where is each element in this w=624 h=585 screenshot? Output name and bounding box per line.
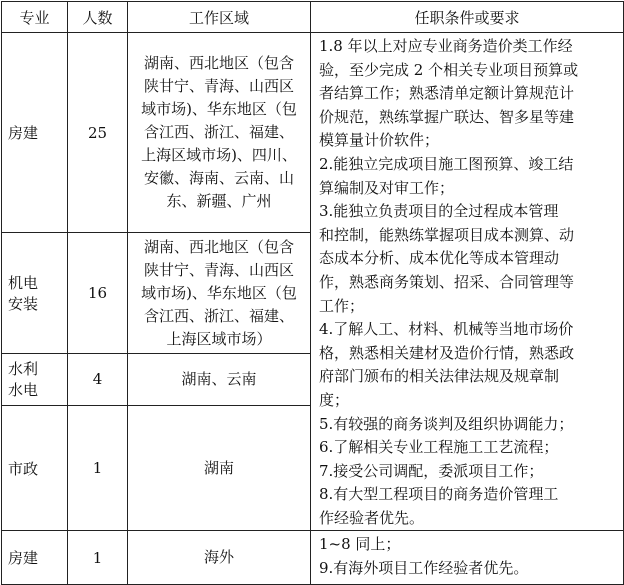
header-count: 人数 — [68, 2, 128, 33]
region-line: 湖南、西北地区（包含 — [143, 237, 294, 256]
requirement-item: 7.接受公司调配，委派项目工作； — [319, 461, 544, 480]
major-text: 市政 — [8, 459, 39, 478]
region-line: 湖南 — [203, 458, 234, 477]
count-cell: 1 — [68, 531, 128, 585]
region-line: 域市场)、华东地区（包 — [141, 100, 297, 119]
region-line: 陕甘宁、青海、山西区 — [143, 77, 294, 96]
requirement-item: 9.有海外项目工作经验者优先。 — [319, 559, 529, 578]
major-text: 机电 — [8, 274, 39, 293]
count-cell: 25 — [68, 33, 128, 233]
major-cell — [2, 353, 68, 405]
region-line: 域市场)、华东地区（包 — [141, 283, 297, 302]
recruitment-table — [1, 1, 624, 585]
region-line: 上海区域市场） — [166, 329, 272, 348]
region-cell — [128, 33, 311, 233]
major-cell — [2, 531, 68, 585]
table-row — [2, 33, 624, 233]
requirement-item: 6.了解相关专业工程施工工艺流程； — [319, 438, 559, 457]
region-cell — [128, 233, 311, 353]
requirement-item: 1.8 年以上对应专业商务造价类工作经 验，至少完成 2 个相关专业项目预算或 者结算工作；熟悉清单定额计算规范计 价规范，熟练掌握广联达、智多星等建 模算量计价软件； — [319, 37, 579, 150]
major-text: 水电 — [8, 381, 39, 400]
requirement-item: 1~8 同上； — [319, 535, 401, 554]
major-cell — [2, 405, 68, 531]
count-cell: 16 — [68, 233, 128, 353]
region-line: 安徽、海南、云南、山 — [143, 169, 294, 188]
header-requirements: 任职条件或要求 — [311, 2, 624, 33]
region-cell — [128, 405, 311, 531]
major-text: 水利 — [8, 360, 39, 379]
major-text: 房建 — [8, 549, 39, 568]
requirement-item: 5.有较强的商务谈判及组织协调能力； — [319, 414, 574, 433]
requirement-item: 4.了解人工、材料、机械等当地市场价 格，熟悉相关建材及造价行情，熟悉政 府部门颁布的相关法律法规及规章制 度； — [319, 320, 575, 409]
region-line: 海外 — [203, 548, 234, 567]
region-line: 含江西、浙江、福建、 — [143, 306, 294, 325]
count-cell: 1 — [68, 405, 128, 531]
region-line: 湖南、云南 — [181, 369, 257, 388]
requirement-item: 8.有大型工程项目的商务造价管理工 作经验者优先。 — [319, 485, 559, 527]
region-line: 陕甘宁、青海、山西区 — [143, 260, 294, 279]
region-cell — [128, 531, 311, 585]
header-major: 专业 — [2, 2, 68, 33]
major-text: 安装 — [8, 295, 39, 314]
major-text: 房建 — [8, 124, 39, 143]
region-line: 上海区域市场)、四川、 — [141, 146, 297, 165]
region-line: 含江西、浙江、福建、 — [143, 123, 294, 142]
header-region: 工作区域 — [128, 2, 311, 33]
header-row — [2, 2, 624, 33]
requirements-cell — [311, 33, 624, 531]
table-row — [2, 531, 624, 585]
requirements-cell-overseas — [311, 531, 624, 585]
major-cell — [2, 233, 68, 353]
requirement-item: 3.能独立负责项目的全过程成本管理 和控制，能熟练掌握项目成本测算、动 态成本分析、成本优化等成本管理动 作，熟悉商务策划、招采、合同管理等 工作； — [319, 202, 575, 315]
region-line: 湖南、西北地区（包含 — [143, 54, 294, 73]
count-cell: 4 — [68, 353, 128, 405]
major-cell — [2, 33, 68, 233]
region-cell — [128, 353, 311, 405]
requirement-item: 2.能独立完成项目施工图预算、竣工结 算编制及对审工作； — [319, 154, 574, 197]
region-line: 东、新疆、广州 — [166, 192, 272, 211]
